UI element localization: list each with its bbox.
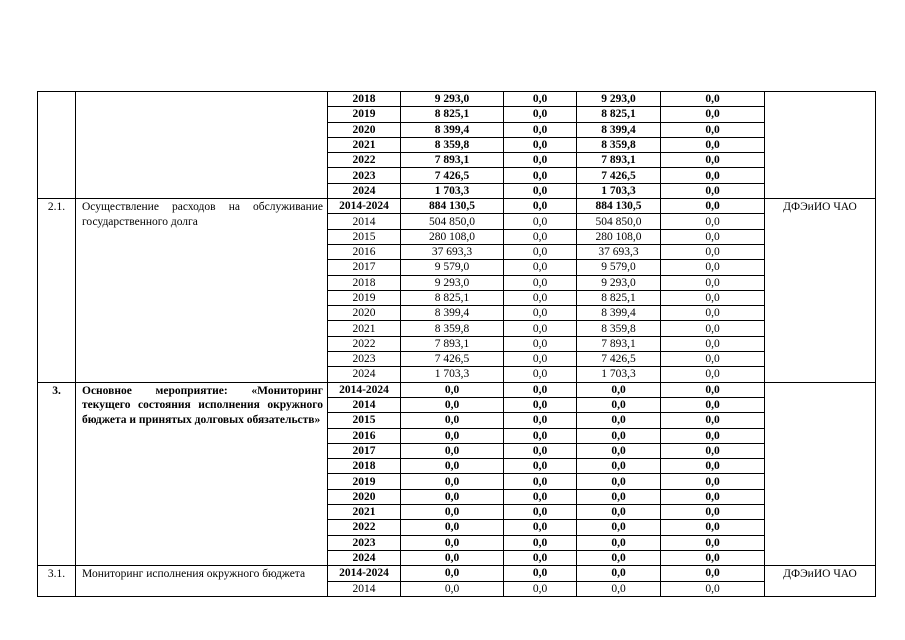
amount-cell: 884 130,5 [401, 199, 504, 214]
amount-cell: 8 825,1 [401, 290, 504, 305]
amount-cell: 0,0 [661, 367, 765, 382]
amount-cell: 0,0 [661, 520, 765, 535]
amount-cell: 0,0 [577, 413, 661, 428]
year-cell: 2016 [328, 244, 401, 259]
amount-cell: 504 850,0 [401, 214, 504, 229]
year-cell: 2024 [328, 183, 401, 198]
amount-cell: 0,0 [504, 199, 577, 214]
amount-cell: 0,0 [401, 566, 504, 581]
year-cell: 2014 [328, 581, 401, 596]
item-number: 3. [38, 382, 76, 566]
year-cell: 2014-2024 [328, 199, 401, 214]
item-description: Мониторинг исполнения окружного бюджета [76, 566, 328, 597]
amount-cell: 0,0 [661, 275, 765, 290]
item-number: 3.1. [38, 566, 76, 597]
year-cell: 2018 [328, 275, 401, 290]
amount-cell: 0,0 [661, 397, 765, 412]
amount-cell: 0,0 [504, 489, 577, 504]
amount-cell: 0,0 [661, 581, 765, 596]
year-cell: 2019 [328, 107, 401, 122]
amount-cell: 0,0 [577, 443, 661, 458]
amount-cell: 0,0 [401, 489, 504, 504]
amount-cell: 0,0 [577, 428, 661, 443]
amount-cell: 8 825,1 [577, 107, 661, 122]
item-description [76, 92, 328, 199]
amount-cell: 0,0 [401, 428, 504, 443]
table-row [38, 92, 876, 107]
year-cell: 2021 [328, 505, 401, 520]
year-cell: 2015 [328, 413, 401, 428]
amount-cell: 0,0 [661, 107, 765, 122]
amount-cell: 0,0 [661, 489, 765, 504]
year-cell: 2017 [328, 443, 401, 458]
item-description: Основное мероприятие: «Мониторинг текущего состояния исполнения окружного бюджета и принятых долговых обязательств» [76, 382, 328, 566]
amount-cell: 7 426,5 [401, 168, 504, 183]
amount-cell: 0,0 [577, 566, 661, 581]
amount-cell: 7 893,1 [577, 153, 661, 168]
amount-cell: 8 399,4 [577, 122, 661, 137]
amount-cell: 0,0 [661, 199, 765, 214]
year-cell: 2022 [328, 520, 401, 535]
amount-cell: 0,0 [577, 550, 661, 565]
amount-cell: 0,0 [401, 550, 504, 565]
amount-cell: 0,0 [504, 581, 577, 596]
budget-table [37, 91, 876, 597]
year-cell: 2014-2024 [328, 382, 401, 397]
amount-cell: 0,0 [504, 413, 577, 428]
amount-cell: 0,0 [504, 290, 577, 305]
responsible-executor: ДФЭиИО ЧАО [765, 566, 876, 597]
amount-cell: 0,0 [577, 581, 661, 596]
amount-cell: 0,0 [504, 443, 577, 458]
amount-cell: 0,0 [577, 505, 661, 520]
amount-cell: 0,0 [577, 489, 661, 504]
year-cell: 2015 [328, 229, 401, 244]
amount-cell: 0,0 [577, 382, 661, 397]
amount-cell: 0,0 [401, 443, 504, 458]
amount-cell: 504 850,0 [577, 214, 661, 229]
amount-cell: 0,0 [577, 397, 661, 412]
amount-cell: 37 693,3 [577, 244, 661, 259]
document-page [37, 91, 876, 597]
amount-cell: 0,0 [401, 581, 504, 596]
amount-cell: 0,0 [504, 107, 577, 122]
amount-cell: 1 703,3 [577, 367, 661, 382]
responsible-executor [765, 382, 876, 566]
amount-cell: 0,0 [504, 382, 577, 397]
year-cell: 2024 [328, 367, 401, 382]
amount-cell: 0,0 [504, 321, 577, 336]
amount-cell: 8 825,1 [401, 107, 504, 122]
amount-cell: 9 293,0 [577, 92, 661, 107]
amount-cell: 0,0 [504, 183, 577, 198]
year-cell: 2023 [328, 352, 401, 367]
amount-cell: 0,0 [504, 306, 577, 321]
amount-cell: 0,0 [504, 260, 577, 275]
amount-cell: 0,0 [661, 382, 765, 397]
amount-cell: 8 359,8 [577, 321, 661, 336]
amount-cell: 8 825,1 [577, 290, 661, 305]
amount-cell: 0,0 [401, 535, 504, 550]
amount-cell: 0,0 [661, 183, 765, 198]
amount-cell: 0,0 [504, 520, 577, 535]
year-cell: 2019 [328, 474, 401, 489]
amount-cell: 0,0 [661, 474, 765, 489]
table-row [38, 382, 876, 397]
table-body [38, 92, 876, 597]
table-row [38, 566, 876, 581]
year-cell: 2020 [328, 306, 401, 321]
amount-cell: 9 579,0 [577, 260, 661, 275]
item-number [38, 92, 76, 199]
amount-cell: 0,0 [504, 229, 577, 244]
amount-cell: 9 293,0 [577, 275, 661, 290]
amount-cell: 0,0 [504, 397, 577, 412]
year-cell: 2021 [328, 137, 401, 152]
amount-cell: 0,0 [577, 520, 661, 535]
amount-cell: 1 703,3 [401, 183, 504, 198]
amount-cell: 1 703,3 [401, 367, 504, 382]
amount-cell: 0,0 [661, 92, 765, 107]
amount-cell: 280 108,0 [401, 229, 504, 244]
amount-cell: 0,0 [504, 214, 577, 229]
year-cell: 2022 [328, 336, 401, 351]
amount-cell: 7 893,1 [401, 336, 504, 351]
amount-cell: 9 293,0 [401, 92, 504, 107]
amount-cell: 8 359,8 [401, 321, 504, 336]
year-cell: 2019 [328, 290, 401, 305]
amount-cell: 0,0 [401, 397, 504, 412]
year-cell: 2020 [328, 489, 401, 504]
amount-cell: 0,0 [401, 459, 504, 474]
year-cell: 2024 [328, 550, 401, 565]
amount-cell: 0,0 [401, 520, 504, 535]
amount-cell: 0,0 [577, 535, 661, 550]
amount-cell: 0,0 [504, 336, 577, 351]
amount-cell: 0,0 [661, 137, 765, 152]
amount-cell: 0,0 [401, 474, 504, 489]
year-cell: 2014 [328, 397, 401, 412]
amount-cell: 0,0 [661, 153, 765, 168]
amount-cell: 8 399,4 [577, 306, 661, 321]
year-cell: 2014 [328, 214, 401, 229]
amount-cell: 0,0 [504, 122, 577, 137]
amount-cell: 7 893,1 [401, 153, 504, 168]
amount-cell: 0,0 [504, 367, 577, 382]
amount-cell: 0,0 [661, 214, 765, 229]
year-cell: 2017 [328, 260, 401, 275]
amount-cell: 9 293,0 [401, 275, 504, 290]
amount-cell: 0,0 [577, 474, 661, 489]
amount-cell: 8 399,4 [401, 306, 504, 321]
amount-cell: 0,0 [661, 244, 765, 259]
amount-cell: 0,0 [661, 260, 765, 275]
amount-cell: 0,0 [661, 413, 765, 428]
amount-cell: 280 108,0 [577, 229, 661, 244]
amount-cell: 0,0 [504, 352, 577, 367]
table-row [38, 199, 876, 214]
amount-cell: 0,0 [661, 505, 765, 520]
amount-cell: 0,0 [661, 428, 765, 443]
amount-cell: 0,0 [504, 505, 577, 520]
year-cell: 2018 [328, 459, 401, 474]
amount-cell: 0,0 [661, 290, 765, 305]
amount-cell: 0,0 [661, 122, 765, 137]
amount-cell: 0,0 [661, 306, 765, 321]
amount-cell: 0,0 [504, 535, 577, 550]
year-cell: 2022 [328, 153, 401, 168]
amount-cell: 0,0 [661, 352, 765, 367]
amount-cell: 0,0 [504, 244, 577, 259]
year-cell: 2014-2024 [328, 566, 401, 581]
year-cell: 2020 [328, 122, 401, 137]
item-number: 2.1. [38, 199, 76, 383]
amount-cell: 0,0 [504, 137, 577, 152]
amount-cell: 37 693,3 [401, 244, 504, 259]
amount-cell: 0,0 [401, 413, 504, 428]
amount-cell: 7 426,5 [577, 168, 661, 183]
year-cell: 2023 [328, 535, 401, 550]
amount-cell: 0,0 [401, 505, 504, 520]
amount-cell: 9 579,0 [401, 260, 504, 275]
item-description: Осуществление расходов на обслуживание государственного долга [76, 199, 328, 383]
amount-cell: 0,0 [661, 535, 765, 550]
amount-cell: 0,0 [577, 459, 661, 474]
amount-cell: 0,0 [661, 336, 765, 351]
year-cell: 2018 [328, 92, 401, 107]
amount-cell: 0,0 [504, 168, 577, 183]
amount-cell: 0,0 [504, 474, 577, 489]
amount-cell: 8 359,8 [401, 137, 504, 152]
amount-cell: 0,0 [661, 550, 765, 565]
amount-cell: 7 426,5 [401, 352, 504, 367]
amount-cell: 0,0 [661, 229, 765, 244]
amount-cell: 1 703,3 [577, 183, 661, 198]
amount-cell: 0,0 [504, 92, 577, 107]
amount-cell: 0,0 [504, 153, 577, 168]
amount-cell: 0,0 [661, 321, 765, 336]
amount-cell: 0,0 [401, 382, 504, 397]
amount-cell: 7 893,1 [577, 336, 661, 351]
amount-cell: 0,0 [504, 550, 577, 565]
amount-cell: 0,0 [661, 459, 765, 474]
amount-cell: 0,0 [504, 566, 577, 581]
amount-cell: 0,0 [661, 443, 765, 458]
amount-cell: 8 399,4 [401, 122, 504, 137]
amount-cell: 0,0 [504, 459, 577, 474]
amount-cell: 0,0 [661, 168, 765, 183]
year-cell: 2016 [328, 428, 401, 443]
amount-cell: 884 130,5 [577, 199, 661, 214]
year-cell: 2023 [328, 168, 401, 183]
amount-cell: 7 426,5 [577, 352, 661, 367]
amount-cell: 0,0 [661, 566, 765, 581]
amount-cell: 0,0 [504, 275, 577, 290]
amount-cell: 8 359,8 [577, 137, 661, 152]
responsible-executor [765, 92, 876, 199]
amount-cell: 0,0 [504, 428, 577, 443]
responsible-executor: ДФЭиИО ЧАО [765, 199, 876, 383]
year-cell: 2021 [328, 321, 401, 336]
